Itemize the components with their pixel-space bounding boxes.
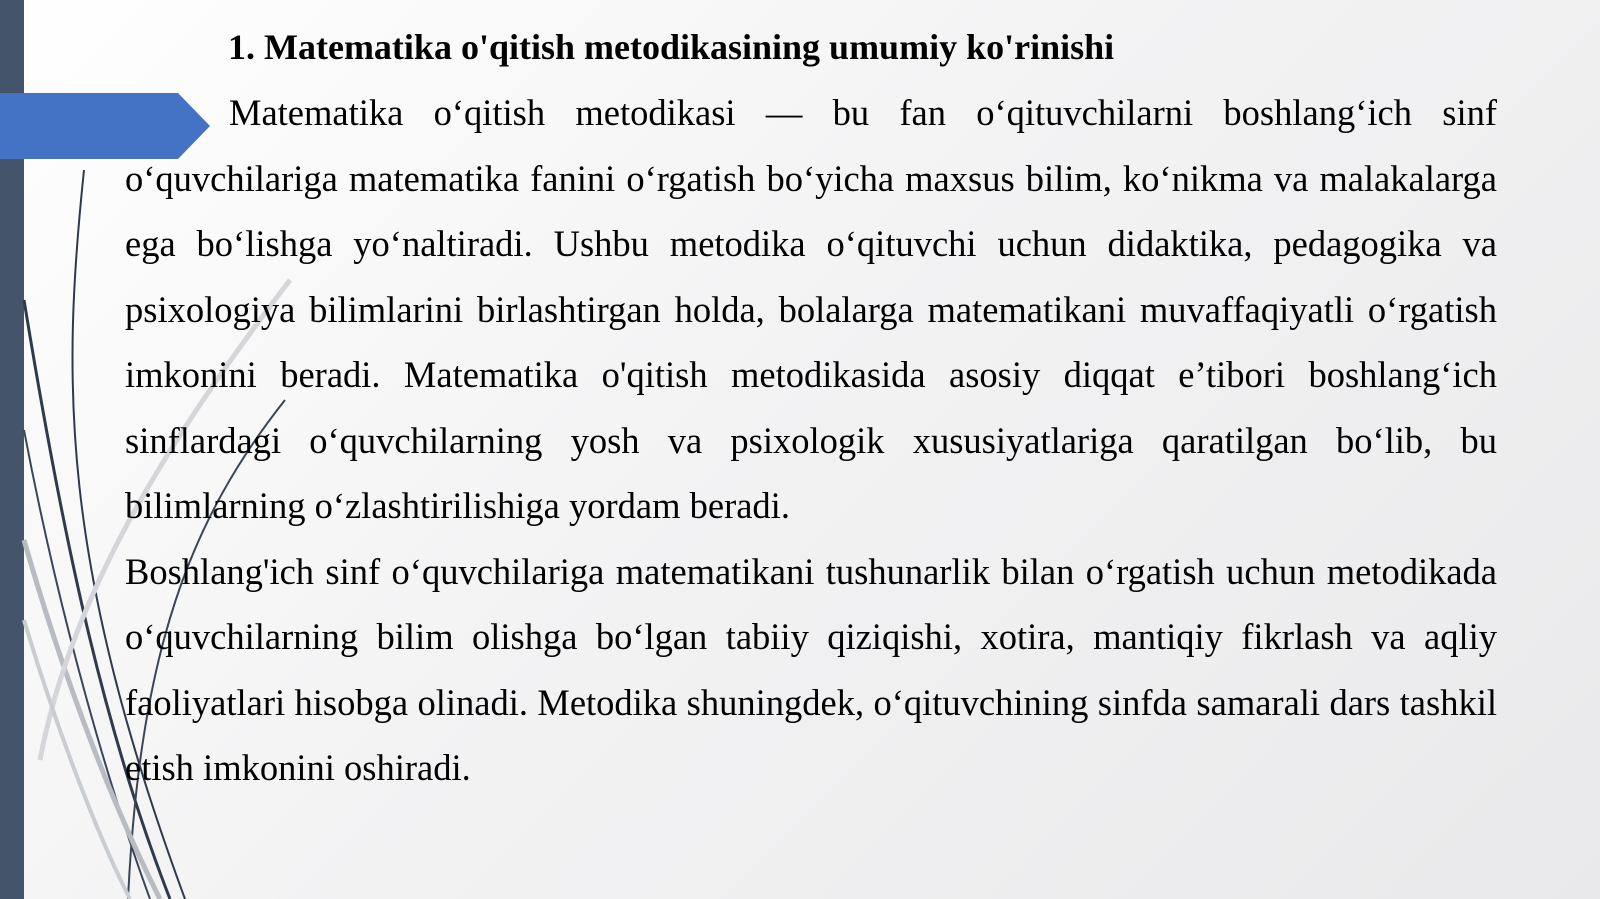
paragraph-1: Matematika o‘qitish metodikasi — bu fan o‘qituvchilarni boshlang‘ich sinf o‘quvchilariga matematika fanini o‘rgatish bo‘yicha maxsus bilim, ko‘nikma va malakalarga ega bo‘lishga yo‘naltiradi. Ushbu metodika o‘qituvchi uchun didaktika, pedagogika va psixologiya bilimlarini birlashtirgan holda, bolalarga matematikani muvaffaqiyatli o‘rgatish imkonini beradi. Matematika o'qitish metodikasida asosiy diqqat e’tibori boshlang‘ich sinflardagi o‘quvchilarning yosh va psixologik xususiyatlariga qaratilgan bo‘lib, bu bilimlarning o‘zlashtirilishiga yordam beradi. bbox=[125, 92, 1497, 526]
slide-body bbox=[125, 80, 1497, 801]
slide-title: 1. Matematika o'qitish metodikasining umumiy ko'rinishi bbox=[228, 27, 1115, 67]
decor-curve-7 bbox=[24, 620, 130, 899]
paragraph-2: Boshlang'ich sinf o‘quvchilariga matematikani tushunarlik bilan o‘rgatish uchun metodikada o‘quvchilarning bilim olishga bo‘lgan tabiiy qiziqishi, xotira, mantiqiy fikrlash va aqliy faoliyatlari hisobga olinadi. Metodika shuningdek, o‘qituvchining sinfda samarali dars tashkil etish imkonini oshiradi. bbox=[125, 550, 1497, 788]
